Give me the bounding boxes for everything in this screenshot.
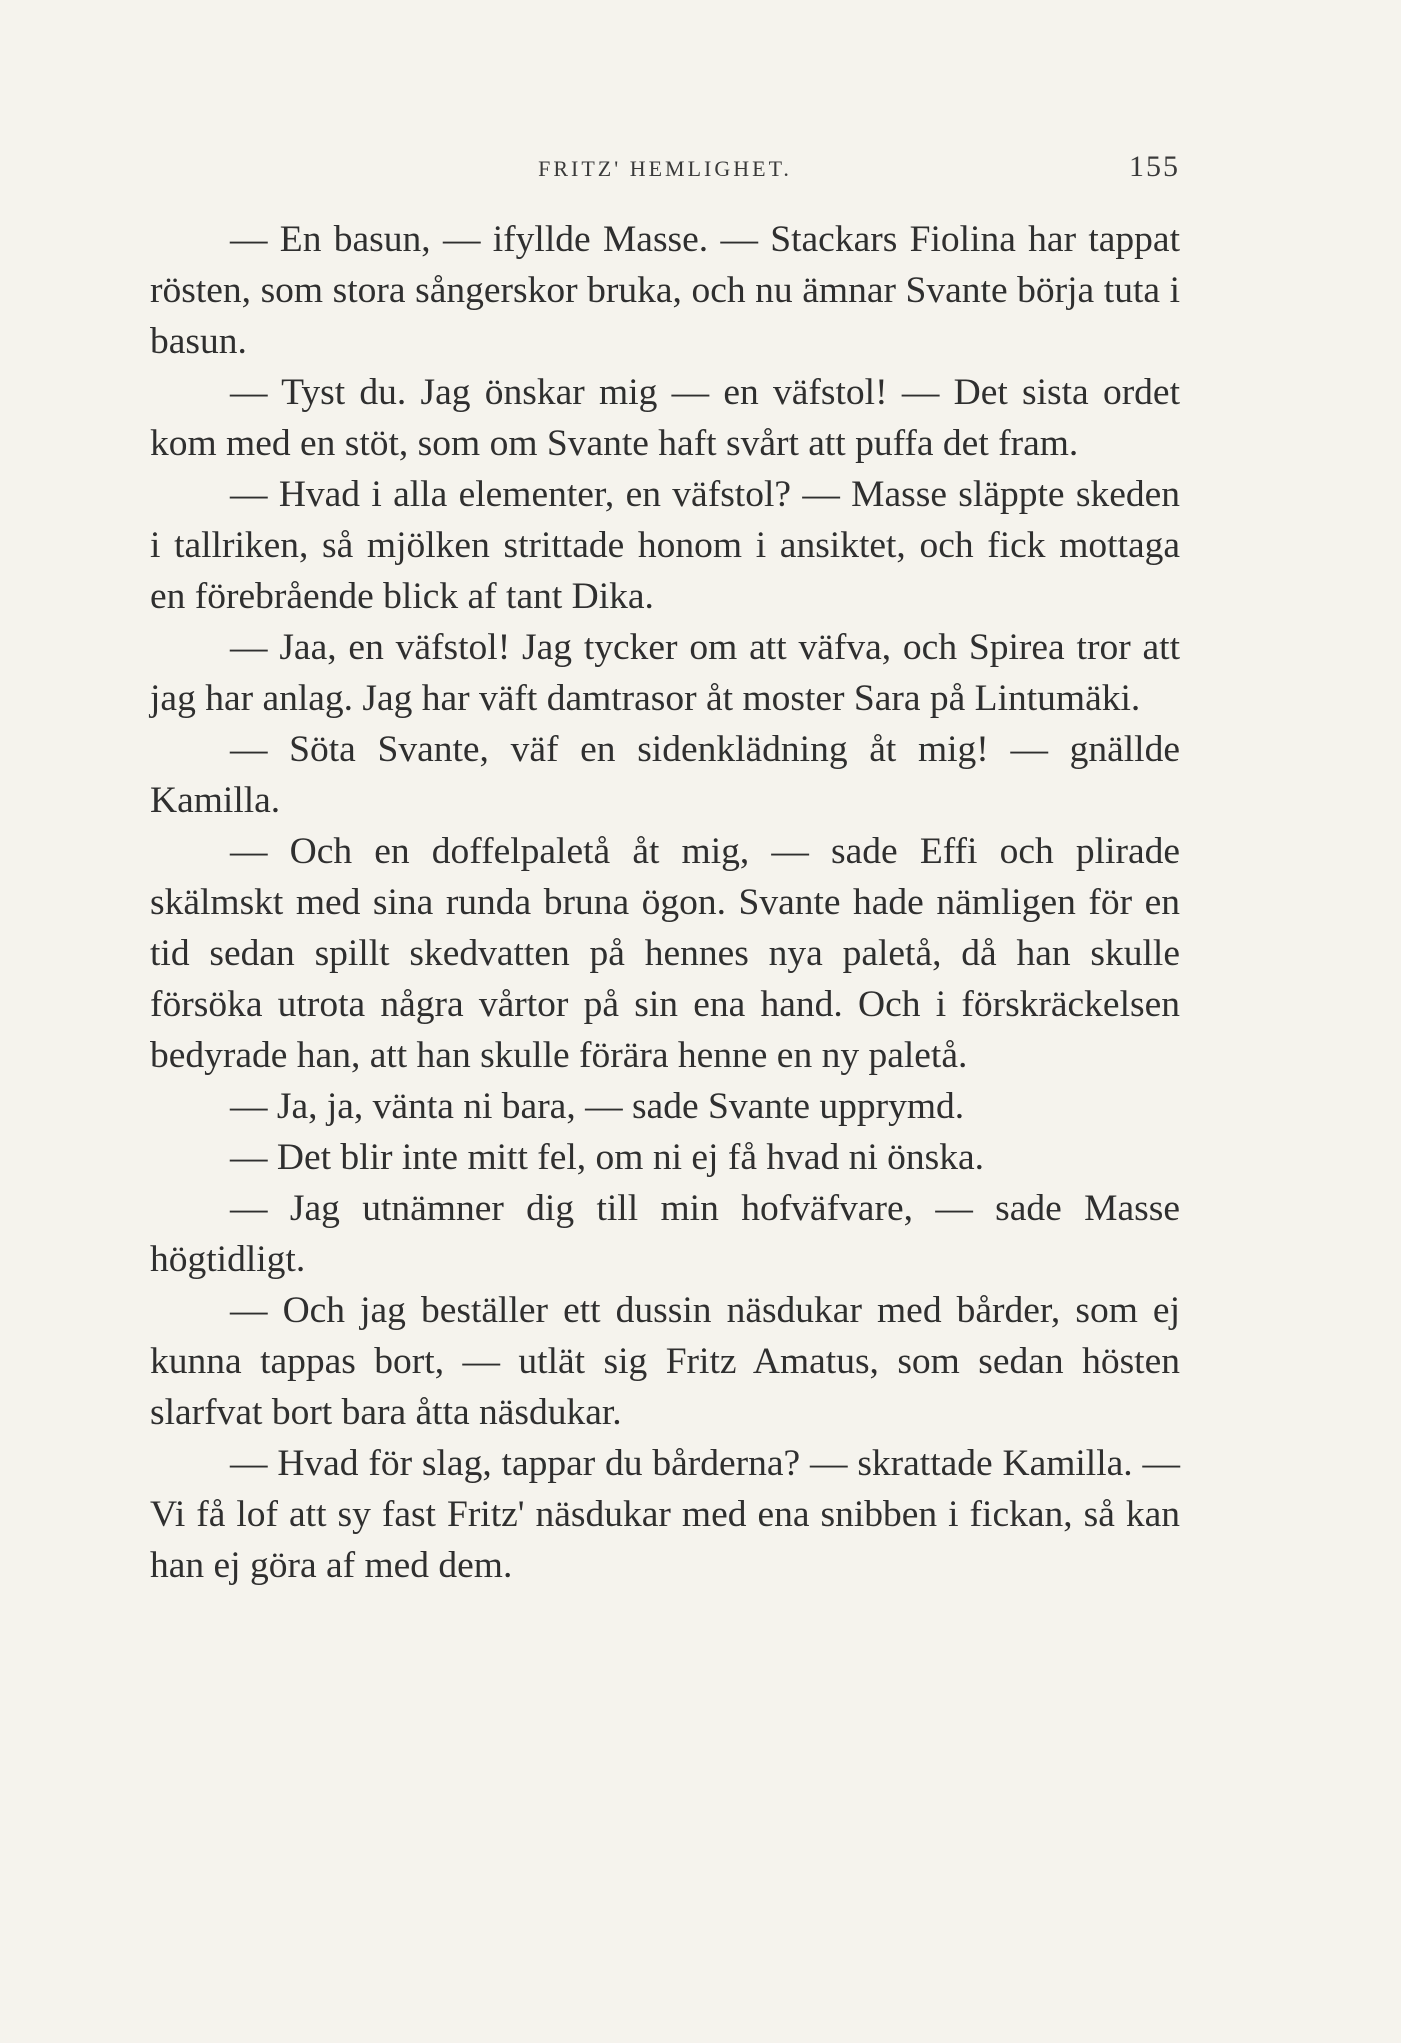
paragraph: — Tyst du. Jag önskar mig — en väfstol! — Det sista ordet kom med en stöt, som om Svante haft svårt att puffa det fram. [150, 372, 1180, 464]
paragraph: — Det blir inte mitt fel, om ni ej få hvad ni önska. [230, 1137, 985, 1178]
running-head: FRITZ' HEMLIGHET. [538, 156, 792, 181]
paragraph: — Och en doffelpaletå åt mig, — sade Effi och plirade skälmskt med sina runda bruna ögon. Svante hade nämligen för en tid sedan spillt skedvatten på hennes nya paletå, då han skulle försöka utrota några vårtor på sin ena hand. Och i förskräckelsen bedyrade han, att han skulle förära henne en ny paletå. [150, 831, 1180, 1076]
body-text [150, 214, 1180, 1591]
page-header [150, 150, 1180, 190]
paragraph: — Hvad i alla elementer, en väfstol? — Masse släppte skeden i tallriken, så mjölken strittade honom i ansiktet, och fick mottaga en förebrående blick af tant Dika. [150, 474, 1180, 617]
paragraph: — Ja, ja, vänta ni bara, — sade Svante upprymd. [230, 1086, 965, 1127]
paragraph: — En basun, — ifyllde Masse. — Stackars Fiolina har tappat rösten, som stora sångerskor bruka, och nu ämnar Svante börja tuta i basun. [150, 219, 1180, 362]
paragraph: — Jag utnämner dig till min hofväfvare, — sade Masse högtidligt. [150, 1188, 1180, 1280]
paragraph: — Jaa, en väfstol! Jag tycker om att väfva, och Spirea tror att jag har anlag. Jag har väft damtrasor åt moster Sara på Lintumäki. [150, 627, 1180, 719]
paragraph: — Söta Svante, väf en sidenklädning åt mig! — gnällde Kamilla. [150, 729, 1180, 821]
paragraph: — Och jag beställer ett dussin näsdukar med bårder, som ej kunna tappas bort, — utlät sig Fritz Amatus, som sedan hösten slarfvat bort bara åtta näsdukar. [150, 1290, 1180, 1433]
page-number: 155 [1129, 150, 1180, 183]
paragraph: — Hvad för slag, tappar du bårderna? — skrattade Kamilla. — Vi få lof att sy fast Fritz' näsdukar med ena snibben i fickan, så kan han ej göra af med dem. [150, 1443, 1180, 1586]
